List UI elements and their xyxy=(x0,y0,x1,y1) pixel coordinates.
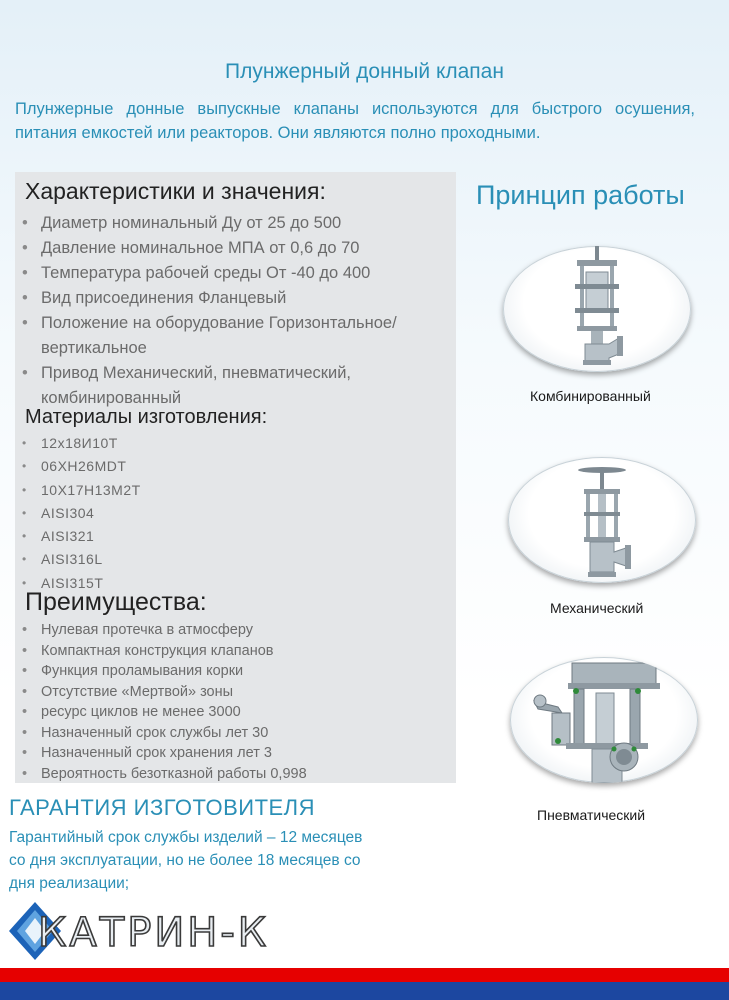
list-item: • Давление номинальное МПА от 0,6 до 70 xyxy=(17,236,437,261)
specs-title: Характеристики и значения: xyxy=(25,178,326,204)
intro-text: Плунжерные донные выпускные клапаны используются для быстрого осушения, питания емкостей или реакторов. Они являются полно проходными. xyxy=(15,100,695,142)
list-item: • Отсутствие «Мертвой» зоны xyxy=(17,682,437,703)
list-item: • Привод Механический, пневматический, комбинированный xyxy=(17,361,437,411)
materials-list xyxy=(17,432,317,595)
mechanical-valve-image xyxy=(508,457,696,583)
mechanical-valve-icon xyxy=(508,457,696,583)
footer-stripe-blue xyxy=(0,982,729,1000)
list-item: • Вероятность безотказной работы 0,998 xyxy=(17,764,437,785)
specs-panel xyxy=(15,172,456,783)
guarantee-text: Гарантийный срок службы изделий – 12 месяцев со дня эксплуатации, но не более 18 месяцев со дня реализации; xyxy=(9,829,363,892)
list-item: • Компактная конструкция клапанов xyxy=(17,641,437,662)
company-logo xyxy=(5,898,305,964)
specs-list xyxy=(17,211,437,411)
list-item: • 12х18И10Т xyxy=(17,432,317,455)
pneumatic-valve-icon xyxy=(510,657,698,783)
list-item: • AISI304 xyxy=(17,502,317,525)
list-item: • 10Х17Н13М2Т xyxy=(17,479,317,502)
advantages-list xyxy=(17,620,437,784)
list-item: • Назначенный срок службы лет 30 xyxy=(17,723,437,744)
combined-valve-icon xyxy=(503,246,691,372)
pneumatic-valve-caption: Пневматический xyxy=(537,807,646,823)
footer-stripe-red xyxy=(0,968,729,982)
mechanical-valve-caption: Механический xyxy=(550,600,644,616)
list-item: • Положение на оборудование Горизонтальное/вертикальное xyxy=(17,311,437,361)
list-item: • AISI316L xyxy=(17,548,317,571)
principle-title: Принцип работы xyxy=(476,180,685,210)
combined-valve-caption: Комбинированный xyxy=(530,388,651,404)
list-item: • Температура рабочей среды От -40 до 400 xyxy=(17,261,437,286)
guarantee-title: ГАРАНТИЯ ИЗГОТОВИТЕЛЯ xyxy=(9,795,316,820)
list-item: • Нулевая протечка в атмосферу xyxy=(17,620,437,641)
advantages-title: Преимущества: xyxy=(25,588,207,616)
list-item: • 06ХН26MDT xyxy=(17,455,317,478)
list-item: • Диаметр номинальный Ду от 25 до 500 xyxy=(17,211,437,236)
list-item: • AISI321 xyxy=(17,525,317,548)
list-item: • Функция проламывания корки xyxy=(17,661,437,682)
list-item: • Вид присоединения Фланцевый xyxy=(17,286,437,311)
combined-valve-image xyxy=(503,246,691,372)
list-item: • AISI315T xyxy=(17,572,317,595)
logo-text: КАТРИН-К xyxy=(38,910,270,956)
pneumatic-valve-image xyxy=(510,657,698,783)
page-title: Плунжерный донный клапан xyxy=(225,60,504,83)
materials-title: Материалы изготовления: xyxy=(25,406,268,428)
list-item: • ресурс циклов не менее 3000 xyxy=(17,702,437,723)
list-item: • Назначенный срок хранения лет 3 xyxy=(17,743,437,764)
